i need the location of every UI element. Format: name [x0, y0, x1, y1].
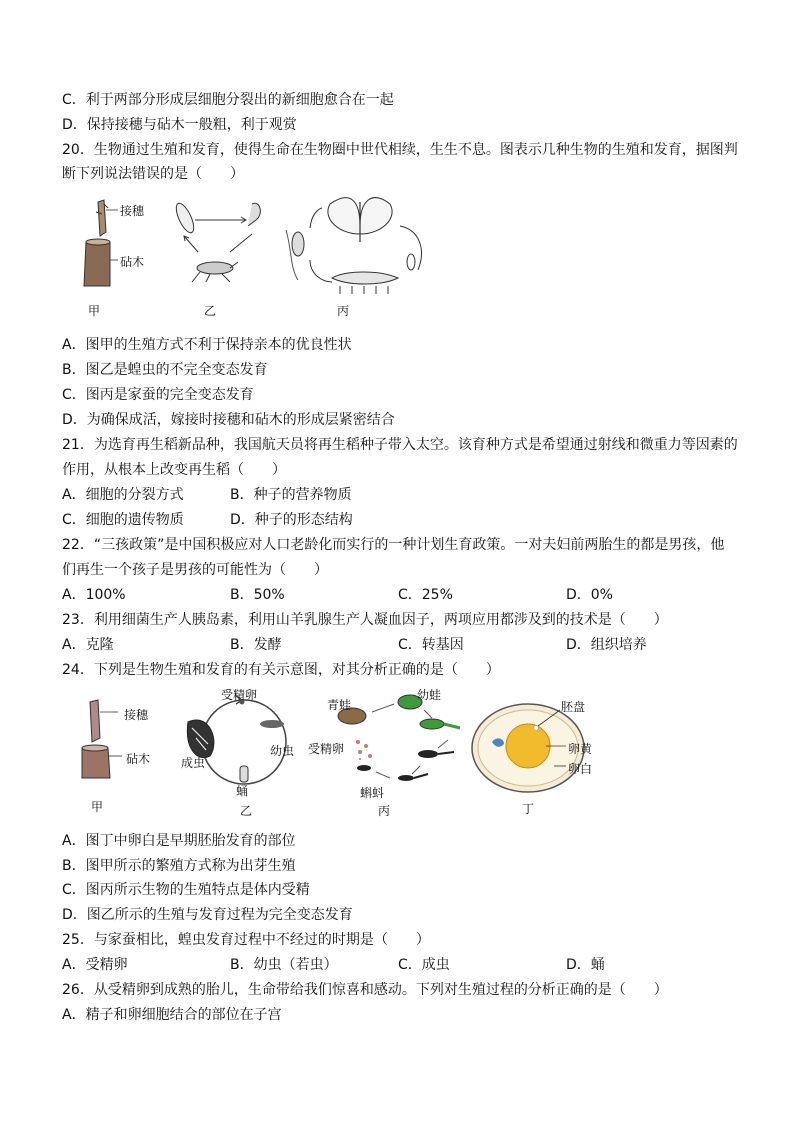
option-c: C．25%: [398, 587, 453, 603]
option-c: C．图丙是家蚕的完全变态发育: [62, 387, 254, 403]
question-24-stem: 24．下列是生物生殖和发育的有关示意图，对其分析正确的是（ ）: [62, 662, 500, 678]
figure-caption-jia: 甲: [88, 304, 101, 318]
option-b: B．图乙是蝗虫的不完全变态发育: [62, 362, 268, 378]
option-d: D．种子的形态结构: [230, 512, 353, 528]
frog-egg-label: 受精卵: [308, 742, 345, 756]
option-a: A．100%: [62, 587, 126, 603]
option-c: C．细胞的遗传物质: [62, 512, 184, 528]
germinal-disc-label: 胚盘: [561, 700, 586, 714]
option-a: A．图丁中卵白是早期胚胎发育的部位: [62, 833, 296, 849]
option-c: C．图丙所示生物的生殖特点是体内受精: [62, 882, 310, 898]
question-20-stem-cont: 断下列说法错误的是（ ）: [62, 166, 244, 182]
scion-label: 接穗: [124, 708, 149, 722]
larva-label: 幼虫: [270, 744, 295, 758]
fertilized-egg-label: 受精卵: [221, 688, 258, 702]
option-a: A．克隆: [62, 637, 114, 653]
pupa-label: 蛹: [236, 784, 249, 798]
question-23-stem: 23．利用细菌生产人胰岛素，利用山羊乳腺生产人凝血因子，两项应用都涉及到的技术是（ ）: [62, 612, 668, 628]
rootstock-label: 砧木: [126, 752, 151, 766]
figure-caption-bing: 丙: [337, 304, 350, 318]
question-25-stem: 25．与家蚕相比，蝗虫发育过程中不经过的时期是（ ）: [62, 932, 430, 948]
option-a: A．图甲的生殖方式不利于保持亲本的优良性状: [62, 337, 352, 353]
question-24-figure: [60, 682, 620, 822]
option-d: D．为确保成活，嫁接时接穗和砧木的形成层紧密结合: [62, 412, 395, 428]
option-b: B．50%: [230, 587, 285, 603]
grafting-illustration: [82, 700, 122, 778]
option-b: B．发酵: [230, 637, 282, 653]
frog-label: 青蛙: [327, 698, 352, 712]
scion-label: 接穗: [120, 204, 145, 218]
question-21-stem-cont: 作用，从根本上改变再生稻（ ）: [62, 462, 286, 478]
option-c: C．利于两部分形成层细胞分裂出的新细胞愈合在一起: [62, 92, 394, 108]
figure-caption-ding: 丁: [522, 802, 535, 816]
option-d: D．保持接穗与砧木一般粗，利于观赏: [62, 117, 297, 133]
option-a: A．细胞的分裂方式: [62, 487, 184, 503]
frog-lifecycle: [338, 695, 460, 781]
tadpole-label: 蝌蚪: [360, 786, 385, 800]
option-b: B．幼虫（若虫）: [230, 957, 338, 973]
rootstock-label: 砧木: [120, 255, 145, 269]
silkworm-lifecycle: [286, 198, 421, 294]
option-d: D．0%: [566, 587, 613, 603]
froglet-label: 幼蛙: [417, 688, 442, 702]
option-d: D．组织培养: [566, 637, 647, 653]
figure-caption-yi: 乙: [240, 804, 253, 818]
option-d: D．图乙所示的生殖与发育过程为完全变态发育: [62, 907, 353, 923]
option-c: C．转基因: [398, 637, 464, 653]
egg-white-label: 卵白: [568, 762, 593, 776]
option-a: A．受精卵: [62, 957, 128, 973]
grafting-illustration: [84, 200, 118, 286]
figure-caption-yi: 乙: [204, 304, 217, 318]
option-a: A．精子和卵细胞结合的部位在子宫: [62, 1007, 282, 1023]
question-21-stem: 21．为选育再生稻新品种，我国航天员将再生稻种子带入太空。该育种方式是希望通过射线和微重力等因素的: [62, 437, 738, 453]
option-c: C．成虫: [398, 957, 450, 973]
question-26-stem: 26．从受精卵到成熟的胎儿，生命带给我们惊喜和感动。下列对生殖过程的分析正确的是（ ）: [62, 982, 668, 998]
adult-label: 成虫: [181, 756, 206, 770]
question-20-figure: [60, 190, 440, 320]
question-20-stem: 20．生物通过生殖和发育，使得生命在生物圈中世代相续，生生不息。图表示几种生物的生殖和发育，据图判: [62, 142, 738, 158]
figure-caption-bing: 丙: [378, 804, 391, 818]
option-b: B．种子的营养物质: [230, 487, 352, 503]
question-22-stem-cont: 们再生一个孩子是男孩的可能性为（ ）: [62, 562, 328, 578]
question-22-stem: 22．“三孩政策”是中国积极应对人口老龄化而实行的一种计划生育政策。一对夫妇前两胎生的都是男孩，他: [62, 537, 725, 553]
grafting-lifecycle-illustration: [60, 190, 440, 320]
option-d: D．蛹: [566, 957, 605, 973]
locust-lifecycle: [173, 201, 261, 282]
figure-caption-jia: 甲: [91, 800, 104, 814]
option-b: B．图甲所示的繁殖方式称为出芽生殖: [62, 858, 296, 874]
yolk-label: 卵黄: [568, 742, 593, 756]
